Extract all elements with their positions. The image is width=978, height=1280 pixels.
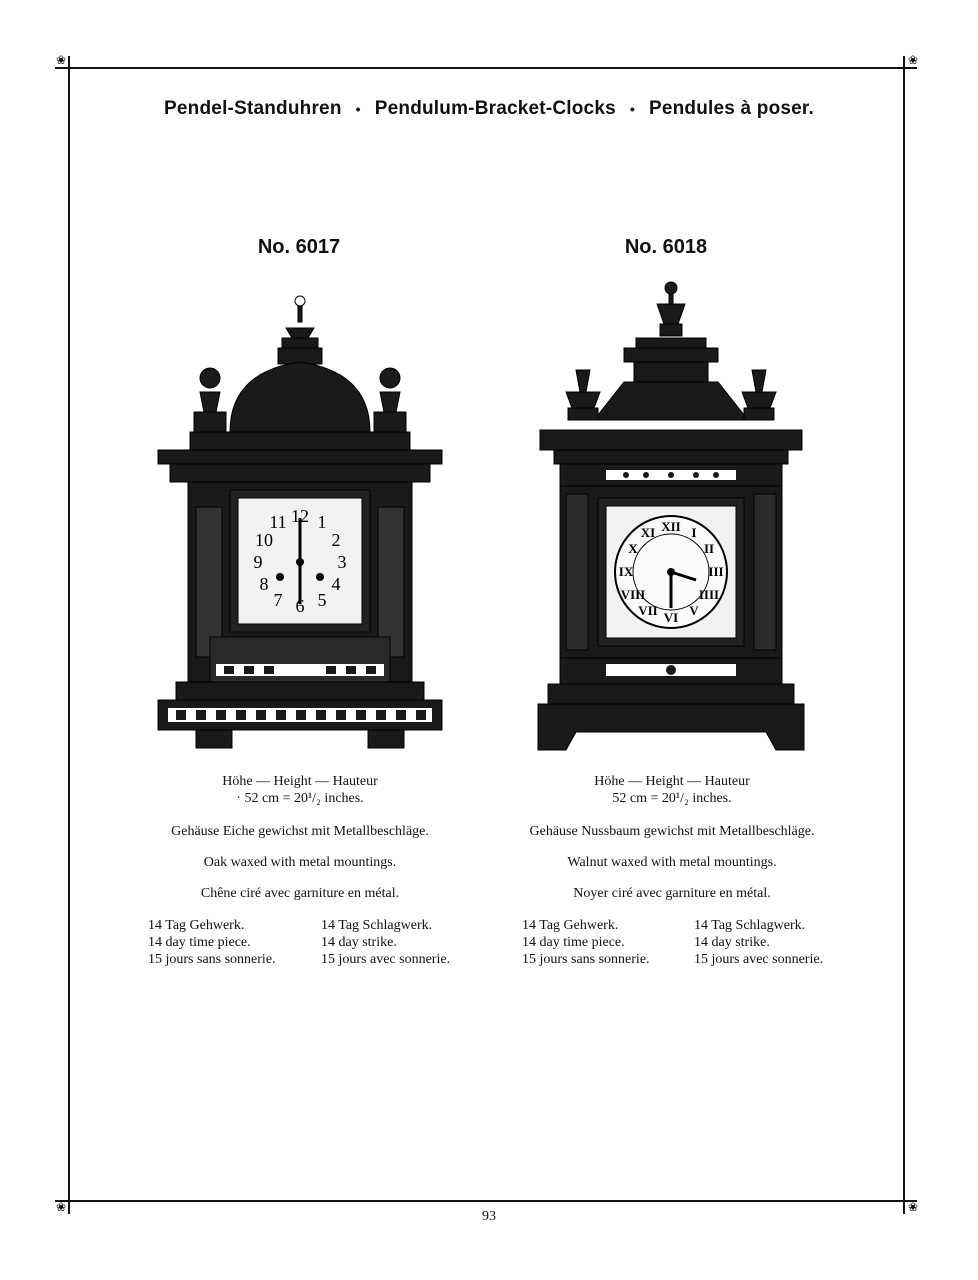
frame-right-rule xyxy=(903,56,905,1214)
clock-6018-movements xyxy=(522,917,852,971)
dial-numeral: XI xyxy=(640,525,656,540)
height-label: Höhe — Height — Hauteur xyxy=(222,774,378,789)
clock-6018-description xyxy=(492,773,852,902)
frame-top-rule xyxy=(55,67,917,69)
corner-ornament-icon: ❀ xyxy=(907,1200,919,1214)
movement-strike-column xyxy=(694,917,823,968)
height-value: · 52 cm = 20¹/₂ inches. xyxy=(236,791,364,806)
page-number: 93 xyxy=(482,1209,496,1224)
dial-numeral: XII xyxy=(661,519,681,534)
dial-numeral: 2 xyxy=(331,530,341,550)
dial-numeral: I xyxy=(691,525,697,540)
dial-numeral: VI xyxy=(663,610,679,625)
height-label: Höhe — Height — Hauteur xyxy=(594,774,750,789)
corner-ornament-icon: ❀ xyxy=(907,53,919,67)
movement-line: 15 jours sans sonnerie. xyxy=(148,952,276,967)
movement-line: 14 day strike. xyxy=(694,935,770,950)
case-german: Gehäuse Eiche gewichst mit Metallbeschläge. xyxy=(171,824,429,839)
dial-numeral: VII xyxy=(638,603,658,618)
movement-line: 14 Tag Schlagwerk. xyxy=(694,918,806,933)
dial-numeral: 6 xyxy=(295,596,305,616)
height-value: 52 cm = 20¹/₂ inches. xyxy=(612,791,732,806)
dial-numeral: 11 xyxy=(269,512,287,532)
dial-numeral: 8 xyxy=(259,574,269,594)
model-number-left: No. 6017 xyxy=(257,236,341,258)
movement-line: 14 day time piece. xyxy=(522,935,625,950)
movement-time-column xyxy=(148,917,276,968)
case-english: Walnut waxed with metal mountings. xyxy=(567,855,777,870)
clock-6017-illustration xyxy=(150,292,450,754)
page-header xyxy=(0,98,978,120)
case-french: Chêne ciré avec garniture en métal. xyxy=(200,886,400,901)
header-english: Pendulum-Bracket-Clocks xyxy=(374,98,616,119)
movement-line: 15 jours sans sonnerie. xyxy=(522,952,650,967)
dial-numeral: 7 xyxy=(273,590,283,610)
dial-numeral: VIII xyxy=(620,587,646,602)
movement-strike-column xyxy=(321,917,450,968)
header-separator: • xyxy=(629,100,635,117)
corner-ornament-icon: ❀ xyxy=(55,1200,67,1214)
movement-line: 14 Tag Schlagwerk. xyxy=(321,918,433,933)
case-german: Gehäuse Nussbaum gewichst mit Metallbeschläge. xyxy=(529,824,815,839)
movement-line: 14 Tag Gehwerk. xyxy=(148,918,245,933)
dial-numeral: 5 xyxy=(317,590,327,610)
dial-numeral: X xyxy=(628,541,638,556)
dial-numeral: IIII xyxy=(698,587,720,602)
case-french: Noyer ciré avec garniture en métal. xyxy=(573,886,771,901)
dial-numeral: IX xyxy=(618,564,634,579)
header-german: Pendel-Standuhren xyxy=(164,98,342,119)
movement-line: 14 day time piece. xyxy=(148,935,251,950)
dial-numeral: II xyxy=(703,541,715,556)
header-separator: • xyxy=(355,100,361,117)
dial-numeral: V xyxy=(689,603,699,618)
dial-numeral: 12 xyxy=(291,506,309,526)
movement-line: 15 jours avec sonnerie. xyxy=(694,952,824,967)
dial-numeral: III xyxy=(708,564,724,579)
dial-numeral: 1 xyxy=(317,512,327,532)
case-english: Oak waxed with metal mountings. xyxy=(203,855,397,870)
dial-numeral: 10 xyxy=(255,530,273,550)
frame-left-rule xyxy=(68,56,70,1214)
dial-numeral: 4 xyxy=(331,574,341,594)
clock-6017-description xyxy=(120,773,480,902)
frame-bottom-rule xyxy=(55,1200,917,1202)
corner-ornament-icon: ❀ xyxy=(55,53,67,67)
clock-6018-illustration xyxy=(536,280,806,752)
movement-line: 14 day strike. xyxy=(321,935,397,950)
model-number-right: No. 6018 xyxy=(624,236,708,258)
movement-line: 15 jours avec sonnerie. xyxy=(321,952,451,967)
clock-6017-movements xyxy=(148,917,478,971)
dial-numeral: 9 xyxy=(253,552,263,572)
movement-line: 14 Tag Gehwerk. xyxy=(522,918,619,933)
movement-time-column xyxy=(522,917,650,968)
dial-numeral: 3 xyxy=(337,552,347,572)
header-french: Pendules à poser. xyxy=(648,98,814,119)
